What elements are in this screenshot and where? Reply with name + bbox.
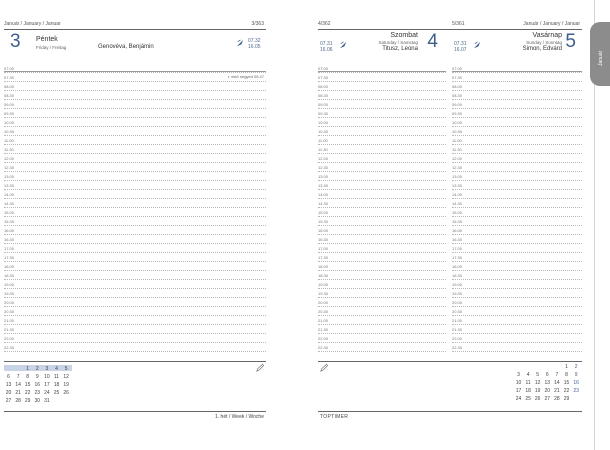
sunset-time: 16.05: [248, 44, 261, 50]
time-label: 15.30: [452, 219, 463, 224]
time-slot-row[interactable]: [4, 118, 266, 127]
calendar-day[interactable]: 29: [24, 398, 31, 404]
time-slot-row[interactable]: [318, 343, 446, 352]
brand-logo: TOPTIMER: [320, 414, 349, 420]
time-label: 18.00: [4, 264, 15, 269]
time-label: 22.30: [4, 345, 15, 350]
time-slot-row[interactable]: [318, 316, 446, 325]
time-label: 15.30: [4, 219, 15, 224]
calendar-day[interactable]: 12: [63, 374, 69, 380]
time-slot-row[interactable]: [4, 298, 266, 307]
time-label: 16.30: [4, 237, 15, 242]
day-subtitle: Sunday / Sonntag: [526, 40, 562, 45]
time-slot-row[interactable]: [452, 154, 582, 163]
time-slot-row[interactable]: [452, 199, 582, 208]
time-slot-row[interactable]: [452, 235, 582, 244]
calendar-day[interactable]: 4: [55, 366, 58, 372]
left-footer-rule: [4, 411, 266, 412]
time-label: 15.30: [318, 219, 329, 224]
calendar-day[interactable]: 19: [534, 388, 541, 394]
time-slot-row[interactable]: [452, 91, 582, 100]
time-slot-row[interactable]: [452, 163, 582, 172]
time-label: 07.00: [452, 66, 463, 71]
time-slot-row[interactable]: [452, 325, 582, 334]
calendar-day[interactable]: 1: [26, 366, 30, 372]
calendar-day[interactable]: 20: [5, 390, 12, 396]
time-slot-row[interactable]: [452, 253, 582, 262]
time-slot-row[interactable]: [4, 163, 266, 172]
time-label: 21.30: [4, 327, 15, 332]
calendar-day[interactable]: 28: [554, 396, 560, 402]
time-label: 12.30: [318, 165, 329, 170]
calendar-day[interactable]: 16: [573, 380, 579, 386]
time-slot-row[interactable]: [318, 289, 446, 298]
time-label: 19.00: [4, 282, 15, 287]
sun-times: [248, 38, 261, 50]
time-label: 20.30: [452, 309, 463, 314]
time-label: 13.30: [452, 183, 463, 188]
calendar-day[interactable]: 17: [44, 382, 50, 388]
time-label: 22.30: [452, 345, 463, 350]
sun-times-sunday: [454, 41, 467, 53]
calendar-day[interactable]: 23: [573, 388, 579, 394]
day-count: 3/363: [251, 21, 264, 27]
day-name: Szombat: [390, 32, 418, 39]
time-label: 20.30: [318, 309, 329, 314]
time-label: 22.00: [4, 336, 15, 341]
calendar-day[interactable]: 22: [24, 390, 31, 396]
time-label: 19.30: [4, 291, 15, 296]
time-slot-row[interactable]: [452, 298, 582, 307]
time-slot-row[interactable]: [4, 109, 266, 118]
time-slot-row[interactable]: [4, 64, 266, 73]
time-label: 18.00: [452, 264, 463, 269]
time-slot-row[interactable]: [4, 73, 266, 82]
time-label: 16.00: [318, 228, 329, 233]
month-side-tab[interactable]: [590, 22, 610, 86]
calendar-day[interactable]: 4: [526, 372, 530, 378]
time-slot-row[interactable]: [318, 82, 446, 91]
time-slot-row[interactable]: [4, 253, 266, 262]
time-label: 14.30: [318, 201, 329, 206]
time-label: 12.00: [318, 156, 329, 161]
time-slot-row[interactable]: [318, 163, 446, 172]
time-label: 09.00: [4, 102, 15, 107]
time-label: 13.00: [318, 174, 329, 179]
left-bottom-rule: [4, 361, 266, 362]
time-slot-row[interactable]: [318, 298, 446, 307]
time-slot-row[interactable]: [4, 100, 266, 109]
time-slot-row[interactable]: [318, 217, 446, 226]
day-count-4: 4/362: [318, 21, 331, 27]
time-label: 08.00: [4, 84, 15, 89]
time-label: 07.30: [318, 75, 329, 80]
time-label: 21.00: [318, 318, 329, 323]
time-label: 11.30: [318, 147, 328, 152]
right-mini-calendar: [514, 363, 582, 405]
calendar-day[interactable]: 2: [574, 364, 578, 370]
time-slot-row[interactable]: [4, 217, 266, 226]
calendar-day[interactable]: 26: [63, 390, 69, 396]
time-label: 08.30: [4, 93, 15, 98]
time-label: 13.00: [4, 174, 15, 179]
calendar-day[interactable]: 11: [53, 374, 60, 380]
time-label: 07.30: [4, 75, 15, 80]
time-label: 21.30: [452, 327, 463, 332]
time-label: 12.00: [452, 156, 463, 161]
time-slot-row[interactable]: [452, 271, 582, 280]
pencil-icon[interactable]: [320, 364, 328, 372]
time-label: 16.30: [452, 237, 463, 242]
time-slot-row[interactable]: [318, 235, 446, 244]
time-label: 10.00: [452, 120, 463, 125]
time-slot-row[interactable]: [452, 217, 582, 226]
time-label: 18.30: [318, 273, 329, 278]
time-slot-row[interactable]: [4, 136, 266, 145]
time-slot-row[interactable]: [4, 172, 266, 181]
time-slot-row[interactable]: [318, 271, 446, 280]
time-slot-row[interactable]: [318, 244, 446, 253]
time-label: 20.00: [452, 300, 463, 305]
time-slot-row[interactable]: [4, 154, 266, 163]
sunrise-sunset-icon: [473, 41, 482, 50]
calendar-day[interactable]: 8: [565, 372, 568, 378]
time-slot-row[interactable]: [4, 262, 266, 271]
calendar-day[interactable]: 18: [53, 382, 60, 388]
time-label: 14.30: [452, 201, 463, 206]
time-slot-row[interactable]: [4, 82, 266, 91]
time-slot-row[interactable]: [4, 325, 266, 334]
calendar-day[interactable]: 2: [35, 366, 39, 372]
moon-icon: ◐: [227, 74, 232, 79]
name-days: Titusz, Leona: [382, 46, 418, 52]
time-slot-row[interactable]: [318, 154, 446, 163]
time-label: 10.00: [4, 120, 15, 125]
time-label: 09.30: [318, 111, 329, 116]
time-slot-row[interactable]: [318, 172, 446, 181]
calendar-day[interactable]: 26: [534, 396, 541, 402]
time-label: 17.00: [318, 246, 329, 251]
right-page: [318, 18, 582, 428]
time-slot-row[interactable]: [452, 136, 582, 145]
time-slot-row[interactable]: [452, 172, 582, 181]
time-label: 13.30: [318, 183, 329, 188]
time-slot-row[interactable]: [452, 127, 582, 136]
calendar-day[interactable]: 1: [565, 364, 568, 370]
time-label: 19.30: [452, 291, 463, 296]
time-slot-row[interactable]: [452, 100, 582, 109]
time-label: 17.30: [452, 255, 463, 260]
calendar-day[interactable]: 8: [26, 374, 30, 380]
time-label: 07.00: [4, 66, 15, 71]
pencil-icon[interactable]: [256, 364, 264, 372]
time-slot-row[interactable]: [452, 307, 582, 316]
time-label: 09.00: [452, 102, 463, 107]
month-label: Január / January / Januar: [4, 21, 61, 27]
calendar-day[interactable]: 21: [15, 390, 21, 396]
calendar-day[interactable]: 30: [34, 398, 41, 404]
time-label: 08.00: [318, 84, 329, 89]
month-side-tab-label: Január: [598, 50, 604, 66]
time-slot-row[interactable]: [452, 145, 582, 154]
time-label: 22.30: [318, 345, 329, 350]
time-label: 20.00: [318, 300, 329, 305]
time-label: 08.30: [318, 93, 329, 98]
calendar-day[interactable]: 16: [34, 382, 41, 388]
left-mini-calendar: [4, 365, 74, 407]
time-slot-row[interactable]: [452, 334, 582, 343]
time-label: 21.00: [4, 318, 15, 323]
calendar-day[interactable]: 29: [563, 396, 570, 402]
time-slot-row[interactable]: [318, 307, 446, 316]
sunrise-sunset-icon: [339, 41, 348, 50]
time-label: 07.30: [452, 75, 463, 80]
calendar-day[interactable]: 21: [554, 388, 560, 394]
calendar-day[interactable]: 10: [515, 380, 522, 386]
time-slot-row[interactable]: [452, 118, 582, 127]
time-slot-row[interactable]: [4, 244, 266, 253]
time-slot-row[interactable]: [4, 316, 266, 325]
time-slot-row[interactable]: [4, 280, 266, 289]
calendar-day[interactable]: 28: [15, 398, 21, 404]
time-label: 14.00: [318, 192, 329, 197]
calendar-day[interactable]: 17: [515, 388, 522, 394]
time-slot-row[interactable]: [452, 343, 582, 352]
time-slot-row[interactable]: [318, 118, 446, 127]
time-slot-row[interactable]: [318, 262, 446, 271]
time-slot-row[interactable]: [318, 145, 446, 154]
time-slot-row[interactable]: [4, 127, 266, 136]
calendar-day[interactable]: 15: [24, 382, 31, 388]
time-slot-row[interactable]: [318, 208, 446, 217]
time-label: 10.30: [4, 129, 15, 134]
time-slot-row[interactable]: [4, 307, 266, 316]
time-slot-row[interactable]: [452, 181, 582, 190]
time-slot-row[interactable]: [318, 109, 446, 118]
time-label: 18.00: [318, 264, 329, 269]
time-slot-row[interactable]: [452, 82, 582, 91]
time-slot-row[interactable]: [452, 109, 582, 118]
name-days: Simon, Edvárd: [522, 46, 562, 52]
moon-note: első negyed 05.47: [231, 74, 264, 79]
time-label: 16.00: [4, 228, 15, 233]
time-label: 17.00: [4, 246, 15, 251]
time-slot-row[interactable]: [4, 235, 266, 244]
time-label: 19.30: [318, 291, 329, 296]
calendar-day[interactable]: 20: [544, 388, 551, 394]
calendar-day[interactable]: 9: [574, 372, 578, 378]
week-label: 1. hét / Week / Woche: [214, 414, 264, 420]
sunset-time: 16.06: [320, 47, 333, 53]
time-slot-row[interactable]: [452, 64, 582, 73]
calendar-day[interactable]: 13: [544, 380, 551, 386]
time-slot-row[interactable]: [452, 73, 582, 82]
calendar-day[interactable]: 11: [525, 380, 531, 386]
calendar-day[interactable]: 24: [44, 390, 50, 396]
calendar-day[interactable]: 22: [563, 388, 570, 394]
time-slot-row[interactable]: [318, 190, 446, 199]
name-days: Genovéva, Benjámin: [98, 44, 154, 50]
time-label: 16.30: [318, 237, 329, 242]
time-slot-row[interactable]: [318, 181, 446, 190]
time-slot-row[interactable]: [318, 280, 446, 289]
time-label: 15.00: [318, 210, 329, 215]
time-slot-row[interactable]: [452, 208, 582, 217]
left-top-line: [4, 18, 266, 30]
calendar-day[interactable]: 18: [525, 388, 531, 394]
time-slot-row[interactable]: [318, 64, 446, 73]
time-label: 22.00: [452, 336, 463, 341]
calendar-day[interactable]: 5: [536, 372, 540, 378]
sunset-time: 16.07: [454, 47, 467, 53]
time-label: 12.00: [4, 156, 15, 161]
calendar-day[interactable]: 27: [544, 396, 551, 402]
time-label: 20.30: [4, 309, 15, 314]
calendar-day[interactable]: 6: [7, 374, 10, 380]
time-slot-row[interactable]: [318, 334, 446, 343]
time-label: 10.00: [318, 120, 329, 125]
time-label: 09.30: [4, 111, 15, 116]
calendar-day[interactable]: 3: [45, 366, 49, 372]
time-label: 13.00: [452, 174, 463, 179]
sun-times-saturday: [320, 41, 333, 53]
calendar-day[interactable]: 7: [555, 372, 559, 378]
time-label: 11.00: [452, 138, 462, 143]
time-slot-row[interactable]: [318, 91, 446, 100]
calendar-day[interactable]: 14: [15, 382, 21, 388]
time-slot-row[interactable]: [4, 145, 266, 154]
day-count-5: 5/361: [452, 21, 465, 27]
time-label: 21.30: [318, 327, 329, 332]
time-label: 09.30: [452, 111, 463, 116]
time-label: 12.30: [4, 165, 15, 170]
day-number: 5: [565, 31, 576, 52]
time-label: 14.00: [4, 192, 15, 197]
sunrise-sunset-icon: [236, 39, 245, 48]
time-label: 11.30: [452, 147, 462, 152]
day-number: 4: [427, 31, 438, 52]
calendar-day[interactable]: 15: [563, 380, 570, 386]
time-label: 18.30: [452, 273, 463, 278]
day-name: Péntek: [36, 36, 58, 43]
calendar-day[interactable]: 5: [64, 366, 68, 372]
time-slot-row[interactable]: [4, 208, 266, 217]
time-label: 22.00: [318, 336, 329, 341]
calendar-day[interactable]: 25: [53, 390, 60, 396]
time-label: 14.30: [4, 201, 15, 206]
time-slot-row[interactable]: [318, 226, 446, 235]
time-slot-row[interactable]: [318, 253, 446, 262]
time-label: 16.00: [452, 228, 463, 233]
time-label: 09.00: [318, 102, 329, 107]
time-slot-row[interactable]: [452, 280, 582, 289]
time-label: 11.00: [4, 138, 14, 143]
calendar-day[interactable]: 31: [44, 398, 50, 404]
time-slot-row[interactable]: [452, 289, 582, 298]
time-slot-row[interactable]: [318, 73, 446, 82]
time-label: 17.00: [452, 246, 463, 251]
time-slot-row[interactable]: [4, 343, 266, 352]
calendar-day[interactable]: 23: [34, 390, 41, 396]
time-label: 10.30: [318, 129, 329, 134]
time-slot-row[interactable]: [318, 100, 446, 109]
time-slot-row[interactable]: [452, 190, 582, 199]
sunrise-time: 07.31: [454, 41, 467, 47]
right-bottom-rule: [318, 361, 582, 362]
time-label: 13.30: [4, 183, 15, 188]
time-slot-row[interactable]: [318, 136, 446, 145]
calendar-day[interactable]: 25: [525, 396, 531, 402]
time-label: 19.00: [318, 282, 329, 287]
time-label: 11.30: [4, 147, 14, 152]
time-slot-row[interactable]: [318, 199, 446, 208]
calendar-day[interactable]: 7: [16, 374, 20, 380]
time-slot-row[interactable]: [452, 262, 582, 271]
time-slot-row[interactable]: [452, 316, 582, 325]
time-label: 21.00: [452, 318, 463, 323]
left-page: [4, 18, 266, 428]
right-footer-rule: [318, 411, 582, 412]
day-subtitle: Friday / Freitag: [36, 45, 67, 50]
time-label: 15.00: [452, 210, 463, 215]
time-label: 08.30: [452, 93, 463, 98]
time-slot-row[interactable]: [318, 127, 446, 136]
time-label: 07.00: [318, 66, 329, 71]
time-label: 12.30: [452, 165, 463, 170]
calendar-day[interactable]: 19: [63, 382, 69, 388]
calendar-day[interactable]: 3: [517, 372, 520, 378]
right-top-line: [318, 18, 582, 30]
calendar-day[interactable]: 10: [44, 374, 50, 380]
calendar-day[interactable]: 14: [554, 380, 560, 386]
time-slot-row[interactable]: [4, 289, 266, 298]
time-slot-row[interactable]: [4, 334, 266, 343]
time-slot-row[interactable]: [318, 325, 446, 334]
time-label: 20.00: [4, 300, 15, 305]
calendar-day[interactable]: 6: [545, 372, 549, 378]
time-slot-row[interactable]: [452, 226, 582, 235]
time-slot-row[interactable]: [4, 190, 266, 199]
calendar-day[interactable]: 9: [35, 374, 39, 380]
time-label: 10.30: [452, 129, 463, 134]
time-slot-row[interactable]: [4, 226, 266, 235]
calendar-day[interactable]: 12: [534, 380, 541, 386]
time-label: 19.00: [452, 282, 463, 287]
day-subtitle: Saturday / Samstag: [378, 40, 418, 45]
time-label: 15.00: [4, 210, 15, 215]
time-slot-row[interactable]: [452, 244, 582, 253]
time-slot-row[interactable]: [4, 181, 266, 190]
time-label: 17.30: [318, 255, 329, 260]
day-name: Vasárnap: [532, 32, 562, 39]
time-label: 18.30: [4, 273, 15, 278]
calendar-day[interactable]: 24: [515, 396, 522, 402]
calendar-day[interactable]: 13: [5, 382, 12, 388]
time-slot-row[interactable]: [4, 91, 266, 100]
time-slot-row[interactable]: [4, 199, 266, 208]
day-number: 3: [10, 31, 21, 52]
calendar-day[interactable]: 27: [5, 398, 12, 404]
time-label: 14.00: [452, 192, 463, 197]
sunrise-time: 07.31: [320, 41, 333, 47]
time-label: 08.00: [452, 84, 463, 89]
month-label-right: Január / January / Januar: [523, 21, 580, 27]
sunrise-time: 07.32: [248, 38, 261, 44]
time-label: 11.00: [318, 138, 328, 143]
time-label: 17.30: [4, 255, 15, 260]
time-slot-row[interactable]: [4, 271, 266, 280]
